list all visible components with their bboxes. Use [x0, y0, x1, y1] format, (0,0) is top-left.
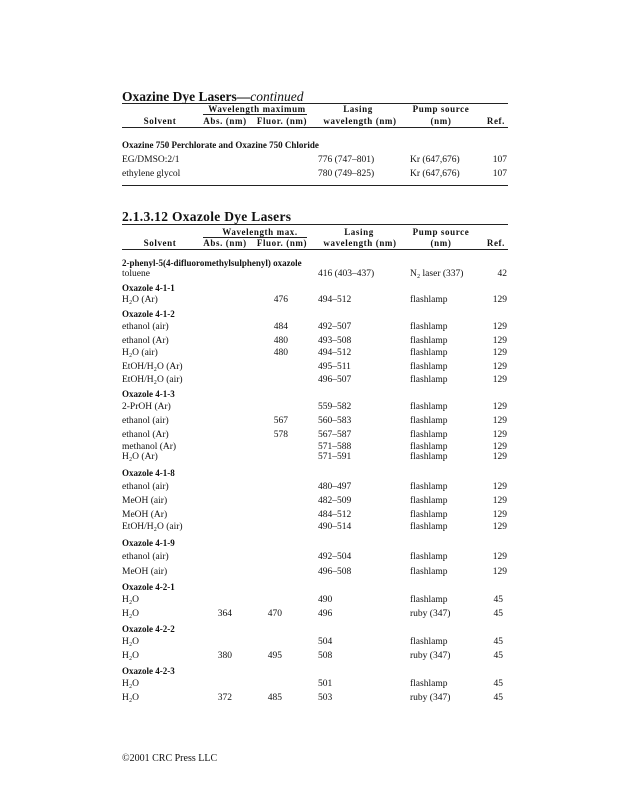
t2-cell-solvent: 2-PrOH (Ar)	[122, 402, 171, 412]
t2-section-title: Oxazole 4-2-2	[122, 624, 175, 634]
t2-cell-solvent: EtOH/H₂O (air)	[122, 375, 183, 385]
t2-cell-lasing: 571–591	[318, 452, 352, 462]
t2-cell-solvent: ethanol (air)	[122, 416, 169, 426]
t2-cell-lasing: 496–507	[318, 375, 352, 385]
t2-cell-lasing: 504	[318, 637, 333, 647]
t2-cell-lasing: 480–497	[318, 482, 352, 492]
t2-cell-solvent: H₂O	[122, 609, 140, 619]
t2-cell-solvent: MeOH (Ar)	[122, 510, 168, 520]
t2-cell-ref: 45	[493, 651, 503, 661]
t1-cell-solvent: ethylene glycol	[122, 169, 181, 179]
t2-cell-pump: flashlamp	[410, 510, 448, 520]
t2-cell-abs: 380	[217, 651, 232, 661]
t2-cell-pump: flashlamp	[410, 348, 448, 358]
t2-cell-pump: flashlamp	[410, 496, 448, 506]
t2-cell-pump: flashlamp	[410, 595, 448, 605]
t2-cell-ref: 45	[493, 693, 503, 703]
t2-cell-ref: 129	[492, 322, 507, 332]
t2-cell-ref: 45	[493, 637, 503, 647]
t2-section-title: Oxazole 4-1-9	[122, 538, 175, 548]
t2-cell-fluor: 485	[267, 693, 282, 703]
t2-cell-solvent: ethanol (Ar)	[122, 430, 169, 440]
t2-section-title: Oxazole 4-1-3	[122, 389, 175, 399]
t2-cell-pump: flashlamp	[410, 295, 448, 305]
t1-header-lasing-top: Lasing	[343, 104, 373, 114]
t2-cell-ref: 45	[493, 595, 503, 605]
t2-section-title: Oxazole 4-1-2	[122, 309, 175, 319]
t2-cell-pump: flashlamp	[410, 552, 448, 562]
t2-cell-solvent: H₂O	[122, 595, 140, 605]
t2-cell-pump: ruby (347)	[410, 693, 451, 703]
t2-cell-lasing: 501	[318, 679, 333, 689]
table2-title: 2.1.3.12 Oxazole Dye Lasers	[122, 209, 292, 224]
table2-header-rule	[122, 249, 508, 250]
t2-cell-ref: 129	[492, 336, 507, 346]
t2-cell-solvent: H₂O	[122, 637, 140, 647]
t2-cell-ref: 129	[492, 482, 507, 492]
t1-cell-ref: 107	[492, 169, 507, 179]
t2-header-pump-top: Pump source	[412, 227, 470, 237]
t2-cell-solvent: H₂O	[122, 679, 140, 689]
t2-cell-pump: flashlamp	[410, 482, 448, 492]
table1-title-main: Oxazine Dye Lasers—	[122, 89, 251, 104]
t2-cell-pump: flashlamp	[410, 402, 448, 412]
t2-cell-lasing: 567–587	[318, 430, 352, 440]
t2-cell-lasing: 494–512	[318, 295, 352, 305]
t2-cell-pump: flashlamp	[410, 442, 448, 452]
t2-cell-ref: 129	[492, 522, 507, 532]
t1-header-ref: Ref.	[486, 116, 505, 126]
t2-cell-ref: 129	[492, 442, 507, 452]
t2-header-ref: Ref.	[486, 238, 505, 248]
t2-cell-solvent: MeOH (air)	[122, 567, 168, 577]
t2-cell-solvent: MeOH (air)	[122, 496, 168, 506]
t2-cell-ref: 45	[493, 679, 503, 689]
t2-header-lasing-top: Lasing	[344, 227, 374, 237]
t2-cell-pump: flashlamp	[410, 679, 448, 689]
t2-cell-ref: 42	[497, 269, 507, 279]
t2-cell-fluor: 567	[273, 416, 288, 426]
t2-cell-lasing: 492–507	[318, 322, 352, 332]
t2-cell-lasing: 493–508	[318, 336, 352, 346]
t2-cell-solvent: methanol (Ar)	[122, 442, 177, 452]
t2-cell-solvent: toluene	[122, 269, 150, 279]
t2-cell-lasing: 484–512	[318, 510, 352, 520]
t1-header-abs: Abs. (nm)	[203, 116, 247, 126]
t2-cell-solvent: ethanol (air)	[122, 552, 169, 562]
t2-cell-lasing: 508	[318, 651, 333, 661]
t2-section-title: 2-phenyl-5(4-difluoromethylsulphenyl) oxazole	[122, 258, 302, 268]
t2-cell-abs: 364	[217, 609, 232, 619]
t2-cell-lasing: 571–588	[318, 442, 352, 452]
t2-cell-solvent: H₂O	[122, 693, 140, 703]
t1-cell-lasing: 780 (749–825)	[318, 169, 375, 179]
t2-cell-solvent: ethanol (air)	[122, 482, 169, 492]
t2-cell-pump: N₂ laser (337)	[410, 269, 464, 279]
t2-cell-lasing: 490–514	[318, 522, 352, 532]
t2-cell-lasing: 492–504	[318, 552, 352, 562]
t2-cell-lasing: 560–583	[318, 416, 352, 426]
t2-cell-abs: 372	[217, 693, 232, 703]
table2-top-rule	[122, 224, 508, 225]
t2-cell-solvent: EtOH/H₂O (air)	[122, 522, 183, 532]
t2-cell-solvent: H₂O (air)	[122, 348, 158, 358]
t2-cell-pump: flashlamp	[410, 452, 448, 462]
t2-cell-lasing: 496	[318, 609, 333, 619]
t2-cell-pump: flashlamp	[410, 322, 448, 332]
t2-cell-solvent: EtOH/H₂O (Ar)	[122, 362, 183, 372]
t2-cell-ref: 45	[493, 609, 503, 619]
t2-header-solvent: Solvent	[143, 238, 177, 248]
t1-header-wl-max: Wavelength maximum	[208, 104, 306, 114]
t2-cell-pump: flashlamp	[410, 375, 448, 385]
t2-cell-fluor: 480	[273, 336, 288, 346]
t1-wl-max-underline	[203, 114, 307, 115]
t2-cell-solvent: ethanol (Ar)	[122, 336, 169, 346]
t2-cell-solvent: H₂O (Ar)	[122, 295, 158, 305]
t2-cell-fluor: 495	[267, 651, 282, 661]
t2-cell-pump: ruby (347)	[410, 609, 451, 619]
t2-cell-solvent: H₂O (Ar)	[122, 452, 158, 462]
t2-cell-fluor: 484	[273, 322, 288, 332]
table1-title-continued: continued	[250, 89, 304, 104]
t1-header-solvent: Solvent	[143, 116, 177, 126]
t2-cell-pump: flashlamp	[410, 637, 448, 647]
t1-header-pump-top: Pump source	[412, 104, 470, 114]
t2-cell-pump: ruby (347)	[410, 651, 451, 661]
t2-cell-lasing: 496–508	[318, 567, 352, 577]
t2-cell-solvent: H₂O	[122, 651, 140, 661]
copyright-footer: ©2001 CRC Press LLC	[122, 753, 218, 764]
t2-cell-pump: flashlamp	[410, 430, 448, 440]
t2-cell-fluor: 578	[273, 430, 288, 440]
t1-header-fluor: Fluor. (nm)	[256, 116, 308, 126]
t2-cell-fluor: 476	[273, 295, 288, 305]
t2-cell-fluor: 470	[267, 609, 282, 619]
t1-section-title: Oxazine 750 Perchlorate and Oxazine 750 Chloride	[122, 140, 319, 150]
t2-cell-ref: 129	[492, 567, 507, 577]
t2-cell-ref: 129	[492, 362, 507, 372]
t2-cell-lasing: 559–582	[318, 402, 352, 412]
t2-cell-pump: flashlamp	[410, 522, 448, 532]
t1-cell-pump: Kr (647,676)	[410, 169, 460, 179]
t2-cell-fluor: 480	[273, 348, 288, 358]
table1-bottom-rule	[122, 185, 508, 186]
t1-header-pump-bottom: (nm)	[430, 116, 452, 126]
t2-cell-ref: 129	[492, 452, 507, 462]
t2-cell-ref: 129	[492, 348, 507, 358]
t2-cell-lasing: 482–509	[318, 496, 352, 506]
t1-header-lasing-bottom: wavelength (nm)	[323, 116, 397, 126]
t2-header-abs: Abs. (nm)	[203, 238, 247, 248]
t1-cell-pump: Kr (647,676)	[410, 155, 460, 165]
table1-header-rule	[122, 127, 508, 128]
t2-cell-ref: 129	[492, 402, 507, 412]
t2-section-title: Oxazole 4-2-3	[122, 666, 175, 676]
t2-cell-pump: flashlamp	[410, 336, 448, 346]
t2-cell-lasing: 490	[318, 595, 333, 605]
t2-section-title: Oxazole 4-1-8	[122, 468, 175, 478]
t2-cell-ref: 129	[492, 295, 507, 305]
t2-cell-ref: 129	[492, 552, 507, 562]
t2-header-pump-bottom: (nm)	[430, 238, 452, 248]
t2-cell-pump: flashlamp	[410, 416, 448, 426]
t2-cell-solvent: ethanol (air)	[122, 322, 169, 332]
t2-cell-lasing: 416 (403–437)	[318, 269, 375, 279]
t2-cell-ref: 129	[492, 496, 507, 506]
t2-cell-pump: flashlamp	[410, 362, 448, 372]
t1-cell-lasing: 776 (747–801)	[318, 155, 375, 165]
t1-cell-ref: 107	[492, 155, 507, 165]
t2-cell-lasing: 495–511	[318, 362, 351, 372]
t2-cell-lasing: 503	[318, 693, 333, 703]
t2-cell-lasing: 494–512	[318, 348, 352, 358]
t2-section-title: Oxazole 4-1-1	[122, 283, 175, 293]
t2-cell-ref: 129	[492, 430, 507, 440]
t2-cell-ref: 129	[492, 375, 507, 385]
t2-header-wl-max: Wavelength max.	[222, 227, 298, 237]
t2-section-title: Oxazole 4-2-1	[122, 582, 175, 592]
t2-header-fluor: Fluor. (nm)	[256, 238, 308, 248]
t2-cell-ref: 129	[492, 416, 507, 426]
t2-cell-pump: flashlamp	[410, 567, 448, 577]
t1-cell-solvent: EG/DMSO:2/1	[122, 155, 180, 165]
t2-cell-ref: 129	[492, 510, 507, 520]
t2-header-lasing-bottom: wavelength (nm)	[323, 238, 397, 248]
